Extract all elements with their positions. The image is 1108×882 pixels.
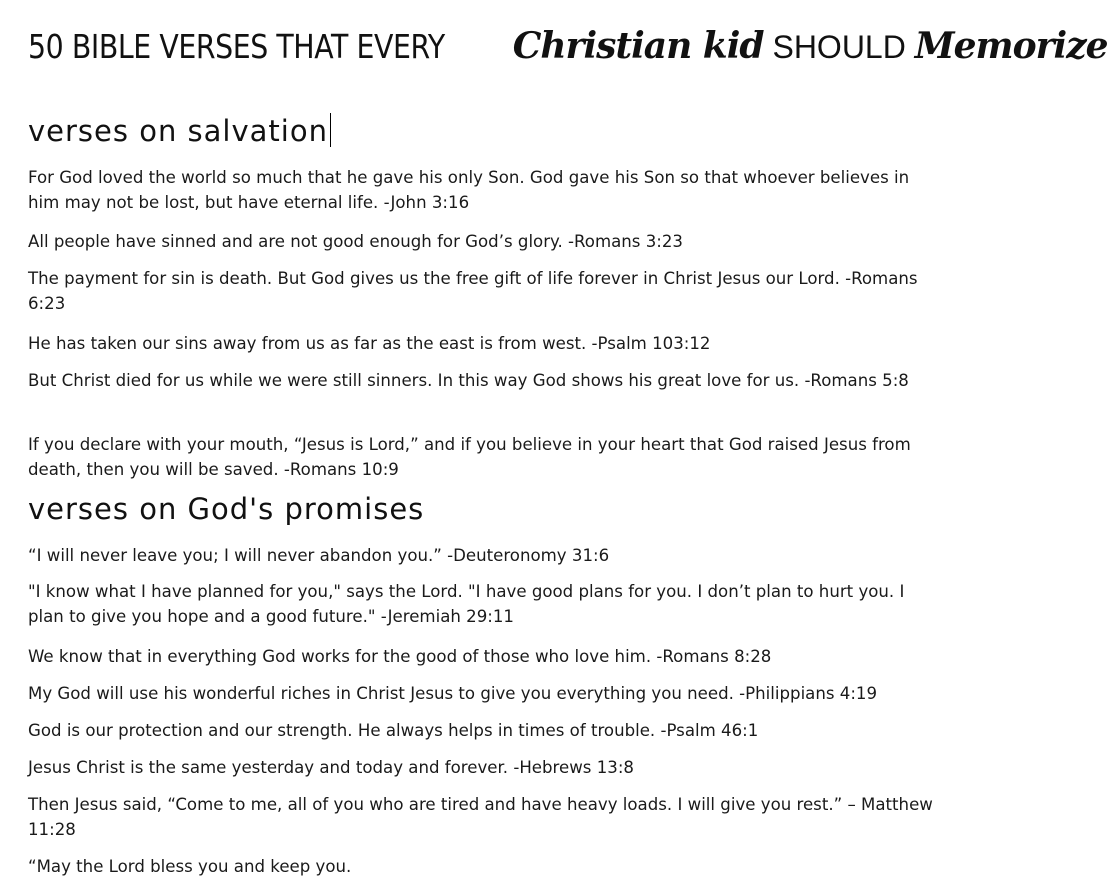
document-title — [28, 26, 1108, 67]
text-cursor — [330, 113, 331, 147]
verse-paragraph[interactable]: "I know what I have planned for you," says the Lord. "I have good plans for you. I don’t plan to hurt you. I plan to give you hope and a good future." -Jeremiah 29:11 — [28, 582, 905, 626]
title-part-4: Memorize — [914, 25, 1108, 67]
verse-paragraph[interactable]: For God loved the world so much that he gave his only Son. God gave his Son so that whoever believes in him may not be lost, but have eternal life. -John 3:16 — [28, 168, 910, 212]
title-part-1: 50 BIBLE VERSES THAT EVERY — [28, 27, 445, 66]
verse-paragraph[interactable]: Then Jesus said, “Come to me, all of you who are tired and have heavy loads. I will give you rest.” – Matthew 11:28 — [28, 795, 933, 839]
verse-paragraph[interactable]: He has taken our sins away from us as far as the east is from west. -Psalm 103:12 — [28, 334, 711, 353]
section-heading-salvation[interactable]: verses on salvation — [28, 113, 331, 149]
section-heading-promises[interactable]: verses on God's promises — [28, 492, 425, 526]
verse-paragraph[interactable]: “May the Lord bless you and keep you. — [28, 857, 352, 876]
verse-paragraph[interactable]: Jesus Christ is the same yesterday and today and forever. -Hebrews 13:8 — [28, 758, 634, 777]
verse-paragraph[interactable]: My God will use his wonderful riches in Christ Jesus to give you everything you need. -Philippians 4:19 — [28, 684, 878, 703]
verse-paragraph[interactable]: If you declare with your mouth, “Jesus is Lord,” and if you believe in your heart that God raised Jesus from death, then you will be saved. -Romans 10:9 — [28, 435, 911, 479]
verse-paragraph[interactable]: “I will never leave you; I will never abandon you.” -Deuteronomy 31:6 — [28, 546, 610, 565]
title-part-3: SHOULD — [763, 29, 915, 65]
verse-paragraph[interactable]: All people have sinned and are not good enough for God’s glory. -Romans 3:23 — [28, 232, 683, 251]
verse-paragraph[interactable]: But Christ died for us while we were still sinners. In this way God shows his great love for us. -Romans 5:8 — [28, 371, 909, 390]
title-part-2: Christian kid — [512, 25, 764, 67]
verse-paragraph[interactable]: The payment for sin is death. But God gives us the free gift of life forever in Christ Jesus our Lord. -Romans 6:23 — [28, 269, 918, 313]
verse-paragraph[interactable]: We know that in everything God works for the good of those who love him. -Romans 8:28 — [28, 647, 772, 666]
verse-paragraph[interactable]: God is our protection and our strength. He always helps in times of trouble. -Psalm 46:1 — [28, 721, 759, 740]
